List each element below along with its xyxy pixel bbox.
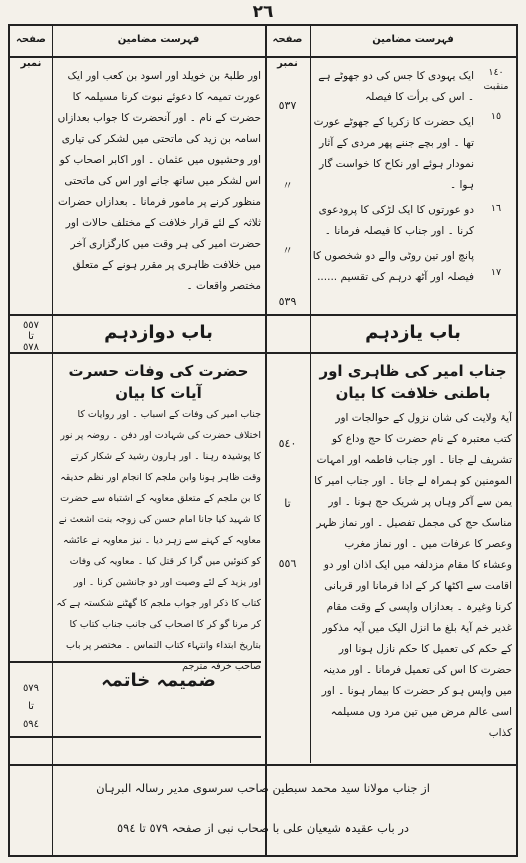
banner-left-pages	[10, 320, 52, 353]
right-top-entries	[310, 66, 474, 292]
entry-number: ١٥	[490, 111, 502, 122]
page-ref: ٥٣٩	[278, 295, 297, 308]
chapter-banner-right: باب یازدہم	[365, 322, 461, 343]
entry-number: ١٤٠ منقبت	[483, 67, 509, 92]
page-ref: تا	[28, 331, 34, 342]
page-ref: 〃	[282, 179, 293, 192]
divider	[10, 764, 516, 766]
page-ref: ٥٥٧	[22, 320, 40, 331]
header-page-left: صفحہ نمبر	[16, 34, 46, 69]
page-ref: ٥٧٨	[22, 342, 40, 353]
page-ref: ٥٤٠	[278, 437, 297, 450]
epilogue-lines	[16, 768, 510, 848]
section-title-right: جناب امیر کی ظاہری اور باطنی خلافت کا بیان	[319, 362, 507, 402]
epilogue-pages	[10, 680, 52, 734]
list-item: دو عورتوں کا ایک لڑکی کا پرودعوی کرنا ۔ اور جناب کا فیصلہ فرمانا ۔	[318, 204, 474, 237]
header-page-right: صفحہ نمبر	[272, 34, 303, 69]
page-number: ٢٦	[252, 2, 274, 22]
right-bottom-text: آیۂ ولایت کی شان نزول کے حوالجات اور کتب معتبرہ کے نام حضرت کا حج وداع کو تشریف لے جانا ۔ اور جناب فاطمہ اور امہات المومنین کو ہمراہ لے جانا ۔ اور جناب امیر کا یمن سے آکر وہاں پر شریک حج ہونا ۔ اور مناسک حج کی مجمل تفصیل ۔ اور نماز ظہر وعصر کا عرفات میں ۔ اور نماز مغرب وعشاء کا مقام مزدلفہ میں ایک اذان اور دو اقامت سے اکٹھا کر کے ادا فرمانا اور قربانی کرنا وغیرہ ۔ بعدازاں واپسی کے وقت مقام غدیر خم آیۂ بلغ ما انزل الیک میں آیہ مذکور کے حکم کی تعمیل کا حکم نازل ہونا اور حضرت کا اس کی تعمیل فرمانا ۔ اور مدینہ میں واپس ہو کر حضرت کا بیمار ہونا ۔ اور اسی عالم مرض میں تین مرد وں مسیلمہ کذاب	[314, 412, 512, 739]
divider	[10, 314, 516, 316]
page-ref: ٥٣٧	[278, 99, 297, 112]
entry-numbers	[476, 66, 516, 280]
contents-table	[8, 24, 518, 857]
epilogue-title: ضمیمہ خاتمہ	[101, 670, 216, 691]
header-contents-left: فہرست مضامین	[117, 34, 200, 45]
chapter-banner-left: باب دوازدہم	[104, 322, 213, 343]
page-ref: ٥٧٩	[22, 683, 40, 694]
divider	[10, 736, 261, 738]
page-ref: 〃	[282, 244, 293, 257]
divider	[10, 352, 516, 354]
entry-number: ١٦	[490, 203, 502, 214]
right-bottom-pages	[265, 414, 310, 594]
epilogue-line: از جناب مولانا سید محمد سبطین صاحب سرسوی مدیر رسالہ البرہان	[96, 781, 430, 795]
page-ref: تا	[284, 497, 291, 510]
page-ref: ٥٩٤	[22, 719, 40, 730]
section-title-left: حضرت کی وفات حسرت آیات کا بیان	[68, 362, 249, 402]
page-ref: ٥٥٦	[278, 557, 297, 570]
header-contents-right: فہرست مضامین	[372, 34, 454, 45]
divider	[10, 56, 516, 58]
list-item: ایک حضرت کا زکریا کے جھوٹے عورت تھا ۔ اور بچے جننے پھر مردی کے آثار نمودار ہوئے اور نکاح کا خواست گار ہوا ۔	[313, 116, 474, 191]
page-ref: تا	[28, 701, 34, 712]
divider	[52, 26, 53, 855]
left-bottom-text: جناب امیر کی وفات کے اسباب ۔ اور روایات کا اختلاف حضرت کی شہادت اور دفن ۔ روضہ پر نور کا پوشیدہ رہنا ۔ اور ہارون رشید کے شکار کرتے وقت ظاہر ہونا وابن ملجم کا انجام اور نظم حدیقہ کا بن ملجم کے متعلق معاویہ کے اشتباہ سے حضرت کا شہید کیا جانا امام حسن کی زوجہ بنت اشعث نے معاویہ کے کہنے سے زہر دیا ۔ نیز معاویہ نے عائشہ کو کنوئیں میں گرا کر قتل کیا ۔ معاویہ کی وفات اور یزید کے لئے وصیت اور دو جانشین کرنا ۔ اور کتاب کا ذکر اور جواب ملجم کا گھٹنے شکستہ ہے کہ کر مرنا گو کر کا اصحاب کی جانب جناب کتاب کا بتاریخ ابتداء وانتہاء کتاب التماس ۔ مختصر پر باب صاحب خرفہ مترجم	[56, 409, 261, 672]
list-item: پانچ اور تین روٹی والے دو شخصوں کا فیصلہ اور آٹھ درہم کی تقسیم ......	[312, 250, 474, 283]
list-item: ایک یہودی کا جس کی دو جھوٹے ہے ۔ اس کی برأت کا فیصلہ	[318, 70, 474, 103]
epilogue-line: در باب عقیدہ شیعیان علی با صحاب نبی از صفحہ ٥٧٩ تا ٥٩٤	[116, 821, 410, 835]
left-top-text: اور طلبۃ بن خویلد اور اسود بن کعب اور ایک عورت تمیمہ کا دعوئے نبوت کرنا مسیلمہ کا حضرت کے نام ۔ اور آنحضرت کا جواب بعدازاں اسامہ بن زید کی ماتحتی میں لشکر کی تیاری اور وحشیوں میں عثمان ۔ اور اکابر اصحاب کو اس لشکر میں ساتھ جانے اور اس کی ماتحتی منظور کرنے پر مامور فرمانا ۔ بعدازاں حضرات ثلاثہ کے لئے قرار خلافت کے مختلف حالات اور حضرت امیر کی ہر وقت میں کارگزاری آخر میں خلافت ظاہری پر مقرر ہونے کے متعلق مختصر واقعات ۔	[57, 70, 261, 292]
entry-number: ١٧	[490, 267, 502, 278]
